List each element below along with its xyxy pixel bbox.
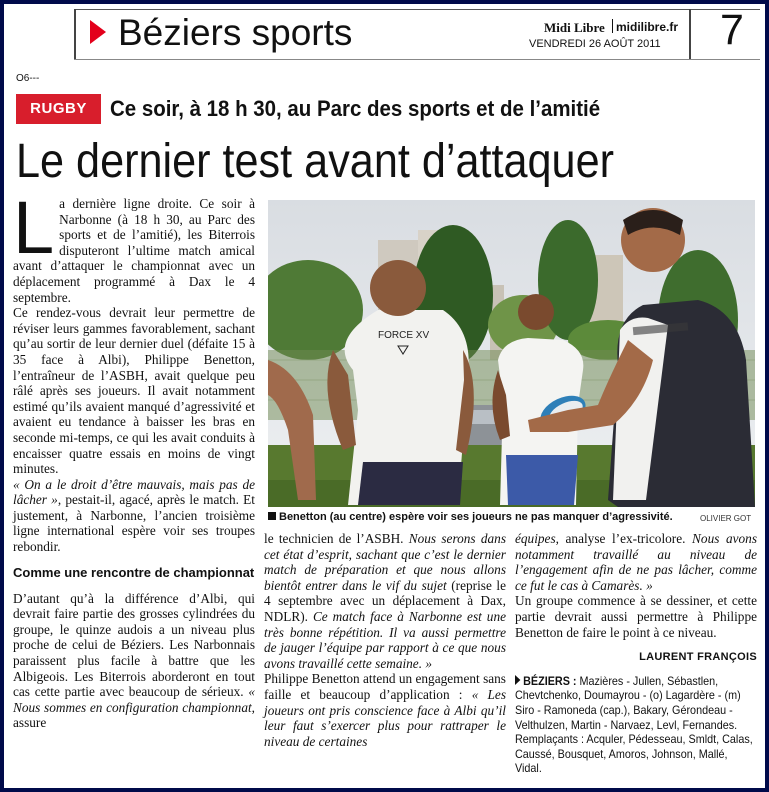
byline: LAURENT FRANÇOIS [639, 651, 757, 664]
caption-bullet-icon [268, 512, 276, 520]
section-title: Béziers sports [118, 12, 353, 53]
paragraph-text: , pestait-il, agacé, après le match. Et justement, à Narbonne, l’ancien troisième ligne international espère voir ses troupes rebondir. [13, 492, 255, 555]
drop-cap: L [13, 186, 55, 269]
header-divider-left [74, 9, 76, 59]
category-tag: RUGBY [16, 94, 101, 124]
lineup-team: BÉZIERS : [523, 673, 577, 688]
paragraph-text: Philippe Benetton attend un engagement sans faille et beaucoup d’application : [264, 671, 506, 702]
paragraph [264, 671, 506, 749]
masthead-separator [612, 19, 613, 33]
newspaper-page [4, 4, 765, 788]
paragraph-text: le technicien de l’ASBH. [264, 531, 409, 546]
page-number: 7 [720, 6, 744, 54]
page-code: O6--- [16, 73, 40, 84]
paragraph-text: , assure [13, 699, 255, 731]
intro-text: a dernière ligne droite. Ce soir à Narbonne (à 18 h 30, au Parc des sports et de l’amitié), les Biterrois disputeront l’ultime match amical avant d’attaquer le championnat avec un déplacement programmé à Dax le 4 septembre. [13, 196, 255, 305]
quote: équipes [515, 531, 556, 546]
article-kicker: Ce soir, à 18 h 30, au Parc des sports et de l’amitié [110, 96, 601, 121]
article-column-middle [264, 531, 506, 749]
paragraph-text: (reprise le 4 septembre avec un déplacement à Dax, NDLR). [264, 577, 506, 624]
header-divider-right [689, 9, 691, 59]
paragraph-text: D’autant qu’à la différence d’Albi, qui devrait faire partie des grosses cylindrées du groupe, le quinze audois a un niveau plus proche de celui de Béziers. Les Narbonnais paraissent plus facile à battre que les Albigeois. Les Biterrois aborderont en tout cas cette partie avec beaucoup de sérieux. [13, 590, 255, 700]
quote: Nous serons dans cet état d’esprit, sachant que c’est le dernier match de préparation et que nous allons bientôt entrer dans le vif du sujet [264, 531, 506, 593]
intro-paragraph [13, 186, 255, 305]
quote: « On a le droit d’être mauvais, mais pas de lâcher » [13, 476, 255, 508]
lineup-arrow-icon [515, 675, 520, 685]
paragraph [264, 531, 506, 671]
paragraph: Ce rendez-vous devrait leur permettre de réviser leurs gammes favorablement, sachant qu’au sortir de leur dernier duel (défaite 15 à 35 face à Albi), Philippe Benetton, l’entraîneur de l’ASBH, avait quelque peu râlé après ses joueurs. Il avait notamment estimé qu’ils avaient manqué d’agressivité et avaient eu tendance à baisser les bras en seconde mi-temps, ce qui les avait conduits à encaisser quatre essais en moins de vingt minutes. [13, 305, 255, 477]
article-photo [268, 200, 755, 507]
paragraph: Un groupe commence à se dessiner, et cette partie devrait aussi permettre à Philippe Benetton de faire le point à ce niveau. [515, 593, 757, 640]
paragraph-text: , analyse l’ex-tricolore. [555, 531, 693, 546]
quote: « Nous sommes en configuration championnat [13, 684, 255, 715]
lineup-text: Mazières - Jullen, Sébastlen, Chevtchenko, Doumayrou - (o) Lagardère - (m) Siro - Ramoneda (cap.), Bakary, Gérondeau - Velthulzen, Martin - Narvaez, Levl, Fernandes. Remplaçants : Acquler, Pédesseau, Smldt, Calas, Caussé, Bousquet, Amoros, Johnson, Mallé, Vidal. [515, 673, 753, 776]
masthead-brand: Midi Libre [544, 20, 605, 35]
photo-caption-text: Benetton (au centre) espère voir ses joueurs ne pas manquer d’agressivité. [279, 511, 673, 523]
article-headline: Le dernier test avant d’attaquer [16, 135, 614, 188]
article-column-left [13, 186, 255, 731]
paragraph [13, 591, 255, 731]
quote: « Les joueurs ont pris conscience face à Albi qu’il leur faut s’exercer plus pour rattraper le niveau de certaines [264, 686, 507, 749]
photo-caption [268, 511, 673, 523]
header-rule-bottom [74, 59, 760, 60]
shirt-text: FORCE XV [378, 330, 430, 341]
masthead-date: VENDREDI 26 AOÛT 2011 [529, 38, 661, 50]
article-column-right [515, 531, 757, 776]
quote: Ce match face à Narbonne est une très bonne répétition. Il va aussi permettre de jauger l’équipe par rapport à ce que nous avons travaillé cette semaine. » [264, 608, 506, 671]
masthead-url: midilibre.fr [616, 20, 679, 34]
section-arrow-icon [90, 20, 106, 44]
photo-credit: OLIVIER GOT [700, 514, 752, 523]
quote: Nous avons notamment travaillé au niveau de l’engagement afin de ne pas lâcher, comme ce fut le cas à Camarès. » [515, 531, 757, 593]
subheading: Comme une rencontre de championnat [13, 564, 255, 580]
paragraph [515, 531, 757, 593]
team-lineup [515, 674, 756, 776]
paragraph [13, 477, 255, 555]
header-rule-top [74, 9, 760, 10]
